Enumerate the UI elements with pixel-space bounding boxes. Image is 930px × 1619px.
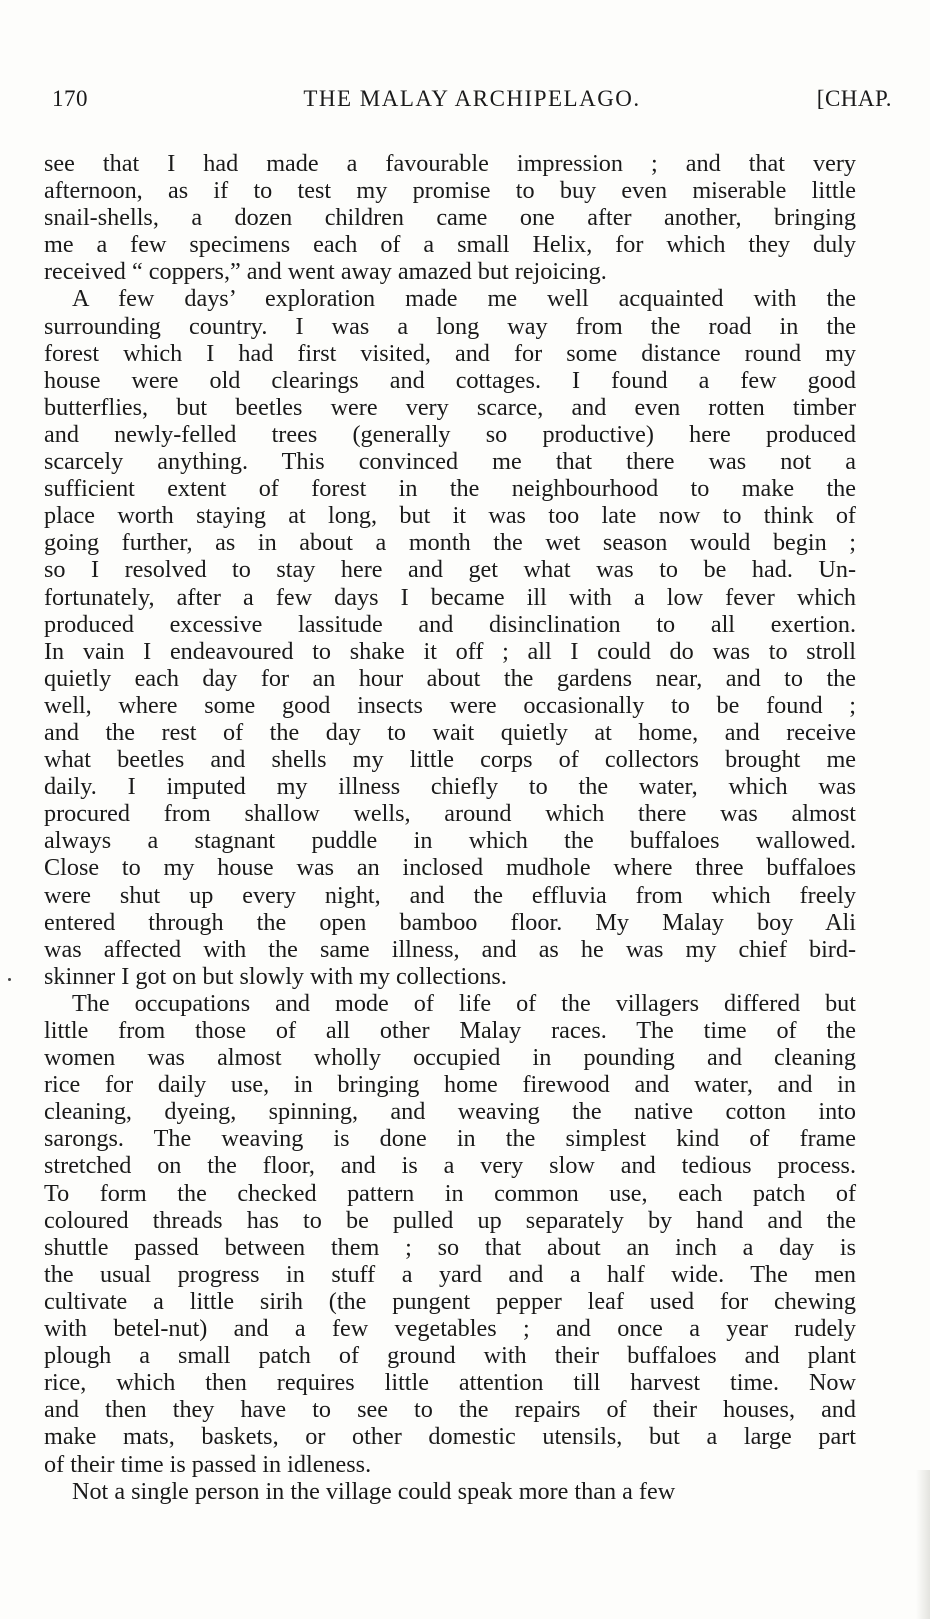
text-line: and then they have to see to the repairs of their houses, and bbox=[44, 1396, 856, 1424]
body-text bbox=[44, 150, 856, 1505]
print-speck bbox=[8, 978, 11, 981]
text-line: afternoon, as if to test my promise to buy even miserable little bbox=[44, 177, 856, 205]
text-line: surrounding country. I was a long way from the road in the bbox=[44, 312, 856, 340]
page-number: 170 bbox=[52, 86, 88, 111]
text-line: always a stagnant puddle in which the buffaloes wallowed. bbox=[44, 827, 856, 855]
text-line: Not a single person in the village could speak more than a few bbox=[72, 1477, 676, 1505]
text-line: entered through the open bamboo floor. My Malay boy Ali bbox=[44, 908, 856, 936]
text-line: stretched on the floor, and is a very slow and tedious process. bbox=[44, 1152, 856, 1180]
text-line: sufficient extent of forest in the neighbourhood to make the bbox=[44, 475, 856, 503]
text-line: house were old clearings and cottages. I found a few good bbox=[44, 366, 856, 394]
text-line: skinner I got on but slowly with my collections. bbox=[44, 962, 507, 990]
text-line: rice for daily use, in bringing home firewood and water, and in bbox=[44, 1071, 856, 1099]
page-edge-shadow bbox=[916, 1470, 930, 1619]
text-line: were shut up every night, and the effluvia from which freely bbox=[44, 881, 856, 909]
text-line: so I resolved to stay here and get what was to be had. Un- bbox=[44, 556, 856, 584]
text-line: The occupations and mode of life of the villagers differed but bbox=[72, 989, 856, 1017]
text-line: quietly each day for an hour about the gardens near, and to the bbox=[44, 664, 856, 692]
text-line: women was almost wholly occupied in pounding and cleaning bbox=[44, 1044, 856, 1072]
text-line: scarcely anything. This convinced me that there was not a bbox=[44, 448, 856, 476]
text-line: To form the checked pattern in common use, each patch of bbox=[44, 1179, 856, 1207]
paragraph bbox=[44, 990, 856, 1478]
text-line: the usual progress in stuff a yard and a half wide. The men bbox=[44, 1260, 856, 1288]
text-line: butterflies, but beetles were very scarce, and even rotten timber bbox=[44, 393, 856, 421]
text-line: cleaning, dyeing, spinning, and weaving the native cotton into bbox=[44, 1098, 856, 1126]
text-line: me a few specimens each of a small Helix, for which they duly bbox=[44, 231, 856, 259]
text-line: was affected with the same illness, and as he was my chief bird- bbox=[44, 935, 856, 963]
text-line: going further, as in about a month the wet season would begin ; bbox=[44, 529, 856, 557]
text-line: with betel-nut) and a few vegetables ; and once a year rudely bbox=[44, 1315, 856, 1343]
text-line: sarongs. The weaving is done in the simplest kind of frame bbox=[44, 1125, 856, 1153]
text-line: see that I had made a favourable impression ; and that very bbox=[44, 150, 856, 177]
text-line: coloured threads has to be pulled up separately by hand and the bbox=[44, 1206, 856, 1234]
text-line: plough a small patch of ground with their buffaloes and plant bbox=[44, 1342, 856, 1370]
text-line: place worth staying at long, but it was too late now to think of bbox=[44, 502, 856, 530]
text-line: make mats, baskets, or other domestic utensils, but a large part bbox=[44, 1423, 856, 1451]
text-line: cultivate a little sirih (the pungent pepper leaf used for chewing bbox=[44, 1287, 856, 1315]
text-line: forest which I had first visited, and for some distance round my bbox=[44, 339, 856, 367]
text-line: well, where some good insects were occasionally to be found ; bbox=[44, 691, 856, 719]
running-head bbox=[52, 86, 892, 116]
text-line: procured from shallow wells, around which there was almost bbox=[44, 800, 856, 828]
paragraph bbox=[44, 285, 856, 989]
paragraph bbox=[44, 150, 856, 285]
text-line: rice, which then requires little attention till harvest time. Now bbox=[44, 1369, 856, 1397]
text-line: received “ coppers,” and went away amazed but rejoicing. bbox=[44, 258, 607, 286]
text-line: snail-shells, a dozen children came one after another, bringing bbox=[44, 204, 856, 232]
text-line: produced excessive lassitude and disinclination to all exertion. bbox=[44, 610, 856, 638]
text-line: In vain I endeavoured to shake it off ; all I could do was to stroll bbox=[44, 637, 856, 665]
paragraph bbox=[44, 1478, 856, 1505]
running-title: THE MALAY ARCHIPELAGO. bbox=[303, 86, 641, 111]
text-line: little from those of all other Malay races. The time of the bbox=[44, 1017, 856, 1044]
text-line: of their time is passed in idleness. bbox=[44, 1450, 372, 1478]
text-line: A few days’ exploration made me well acquainted with the bbox=[72, 285, 856, 313]
text-line: what beetles and shells my little corps of collectors brought me bbox=[44, 746, 856, 774]
chapter-reference: [CHAP. bbox=[816, 86, 892, 111]
text-line: Close to my house was an inclosed mudhole where three buffaloes bbox=[44, 854, 856, 882]
text-line: and newly-felled trees (generally so productive) here produced bbox=[44, 420, 856, 448]
text-line: shuttle passed between them ; so that about an inch a day is bbox=[44, 1233, 856, 1261]
text-line: and the rest of the day to wait quietly at home, and receive bbox=[44, 718, 856, 746]
text-line: daily. I imputed my illness chiefly to the water, which was bbox=[44, 773, 856, 801]
text-line: fortunately, after a few days I became ill with a low fever which bbox=[44, 583, 856, 611]
